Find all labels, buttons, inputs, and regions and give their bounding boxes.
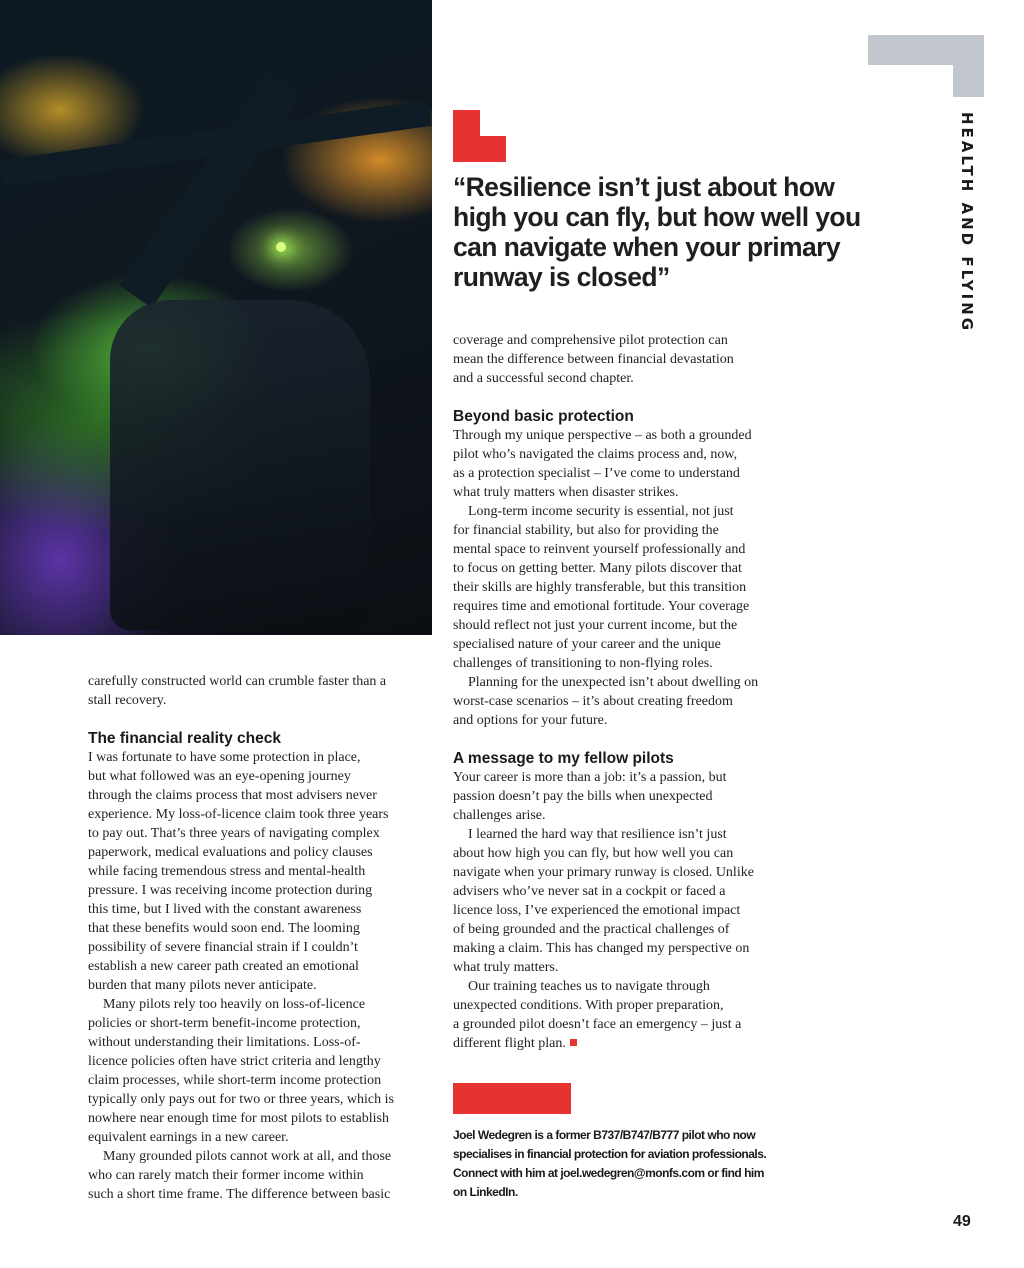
body-line [453,616,798,635]
spacer [453,388,798,407]
line-text: a grounded pilot doesn’t face an emergency – just a [453,1017,742,1032]
body-line [88,691,433,710]
line-text: requires time and emotional fortitude. Your coverage [453,599,750,614]
body-line [453,483,798,502]
line-text: burden that many pilots never anticipate. [88,978,317,993]
line-text: Many pilots rely too heavily on loss-of-licence [103,997,366,1012]
body-line [88,1052,433,1071]
body-line [453,654,798,673]
body-line [453,521,798,540]
quote-marker-foot [453,136,506,162]
body-line [453,958,798,977]
line-text: Your career is more than a job: it’s a passion, but [453,770,727,785]
section-heading [453,407,798,426]
pull-quote-line: can navigate when your primary [453,232,840,262]
bio-line: on LinkedIn. [453,1185,518,1199]
body-line [453,996,798,1015]
body-line [88,843,433,862]
line-text: Many grounded pilots cannot work at all, and those [103,1149,392,1164]
author-email-link[interactable]: joel.wedegren@monfs.com [560,1166,705,1180]
line-text: I was fortunate to have some protection in place, [88,750,361,765]
section-heading [88,729,433,748]
body-line [453,464,798,483]
body-line [88,672,433,691]
body-line [88,881,433,900]
body-line [453,331,798,350]
line-text: establish a new career path created an emotional [88,959,359,974]
body-line [453,692,798,711]
body-line [88,786,433,805]
body-line [88,1185,433,1204]
spacer [453,730,798,749]
body-line [453,502,798,521]
bio-text: Connect with him at [453,1166,561,1180]
line-text: of being grounded and the practical challenges of [453,922,730,937]
body-line [88,767,433,786]
body-line [453,787,798,806]
line-text: who can rarely match their former income within [88,1168,364,1183]
line-text: coverage and comprehensive pilot protection can [453,333,728,348]
body-line [88,938,433,957]
line-text: Long-term income security is essential, not just [468,504,734,519]
line-text: for financial stability, but also for providing the [453,523,719,538]
line-text: specialised nature of your career and the unique [453,637,721,652]
cockpit-photo [0,0,432,635]
body-line [88,1071,433,1090]
line-text: challenges arise. [453,808,546,823]
body-line [453,882,798,901]
line-text: pilot who’s navigated the claims process and, now, [453,447,738,462]
body-line [453,1015,798,1034]
page-number: 49 [953,1213,971,1230]
line-text: paperwork, medical evaluations and policy clauses [88,845,373,860]
line-text: different flight plan. [453,1036,566,1051]
body-line [88,1166,433,1185]
line-text: advisers who’ve never sat in a cockpit or faced a [453,884,726,899]
bio-text: or find him [704,1166,764,1180]
body-line [453,806,798,825]
body-line [88,976,433,995]
line-text: The financial reality check [88,730,281,747]
end-mark-icon [570,1039,577,1046]
body-line [453,426,798,445]
body-line [453,578,798,597]
line-text: equivalent earnings in a new career. [88,1130,289,1145]
body-line [453,920,798,939]
body-line [88,805,433,824]
body-line [88,748,433,767]
line-text: policies or short-term benefit-income protection, [88,1016,361,1031]
body-line [453,350,798,369]
line-text: I learned the hard way that resilience isn’t just [468,827,727,842]
line-text: that these benefits would soon end. The looming [88,921,360,936]
body-line [453,844,798,863]
line-text: nowhere near enough time for most pilots to establish [88,1111,389,1126]
line-text: licence policies often have strict criteria and lengthy [88,1054,381,1069]
body-line [453,1034,798,1053]
body-line [453,768,798,787]
body-line [453,369,798,388]
line-text: as a protection specialist – I’ve come to understand [453,466,740,481]
line-text: about how high you can fly, but how well you can [453,846,734,861]
body-line [453,977,798,996]
body-line [88,1147,433,1166]
line-text: licence loss, I’ve experienced the emotional impact [453,903,741,918]
line-text: and a successful second chapter. [453,371,634,386]
line-text: without understanding their limitations. Loss-of- [88,1035,361,1050]
body-line [88,1109,433,1128]
line-text: worst-case scenarios – it’s about creating freedom [453,694,733,709]
line-text: such a short time frame. The difference between basic [88,1187,391,1202]
body-line [453,635,798,654]
body-line [453,540,798,559]
body-line [453,445,798,464]
body-line [88,919,433,938]
line-text: should reflect not just your current income, but the [453,618,738,633]
body-line [88,995,433,1014]
bio-line: Joel Wedegren is a former B737/B747/B777 pilot who now [453,1128,756,1142]
pull-quote-line: high you can fly, but how well you [453,202,861,232]
line-text: and options for your future. [453,713,608,728]
line-text: mean the difference between financial devastation [453,352,734,367]
pull-quote-line: “Resilience isn’t just about how [453,172,835,202]
body-line [453,863,798,882]
bio-line [453,1164,766,1183]
body-line [453,939,798,958]
body-line [453,673,798,692]
line-text: mental space to reinvent yourself professionally and [453,542,746,557]
line-text: while facing tremendous stress and mental-health [88,864,366,879]
line-text: Our training teaches us to navigate through [468,979,710,994]
body-line [88,1128,433,1147]
left-column [88,672,433,1204]
body-line [453,901,798,920]
line-text: to focus on getting better. Many pilots discover that [453,561,742,576]
body-line [453,559,798,578]
line-text: stall recovery. [88,693,167,708]
line-text: but what followed was an eye-opening journey [88,769,351,784]
section-heading [453,749,798,768]
line-text: their skills are highly transferable, but this transition [453,580,747,595]
bio-line: specialises in financial protection for aviation professionals. [453,1147,767,1161]
line-text: carefully constructed world can crumble faster than a [88,674,387,689]
line-text: A message to my fellow pilots [453,750,674,767]
body-line [453,597,798,616]
body-line [453,711,798,730]
line-text: unexpected conditions. With proper preparation, [453,998,724,1013]
line-text: passion doesn’t pay the bills when unexpected [453,789,713,804]
line-text: typically only pays out for two or three years, which is [88,1092,394,1107]
line-text: challenges of transitioning to non-flying roles. [453,656,713,671]
section-label: HEALTH AND FLYING [958,112,976,334]
line-text: what truly matters when disaster strikes. [453,485,679,500]
body-line [453,825,798,844]
body-line [88,957,433,976]
body-line [88,1014,433,1033]
pull-quote [453,172,861,292]
section-tab-marker-stem [953,35,984,97]
author-bio [453,1126,766,1202]
line-text: Planning for the unexpected isn’t about dwelling on [468,675,759,690]
line-text: to pay out. That’s three years of navigating complex [88,826,380,841]
line-text: navigate when your primary runway is closed. Unlike [453,865,754,880]
pull-quote-line: runway is closed” [453,262,670,292]
line-text: experience. My loss-of-licence claim took three years [88,807,389,822]
bio-accent-bar [453,1083,571,1114]
body-line [88,1090,433,1109]
spacer [88,710,433,729]
line-text: claim processes, while short-term income protection [88,1073,382,1088]
line-text: this time, but I lived with the constant awareness [88,902,362,917]
body-line [88,824,433,843]
line-text: Through my unique perspective – as both a grounded [453,428,752,443]
line-text: what truly matters. [453,960,559,975]
line-text: Beyond basic protection [453,408,634,425]
body-line [88,900,433,919]
body-line [88,862,433,881]
line-text: through the claims process that most advisers never [88,788,377,803]
line-text: making a claim. This has changed my perspective on [453,941,750,956]
line-text: possibility of severe financial strain if I couldn’t [88,940,358,955]
line-text: pressure. I was receiving income protection during [88,883,373,898]
body-line [88,1033,433,1052]
right-column [453,331,798,1053]
